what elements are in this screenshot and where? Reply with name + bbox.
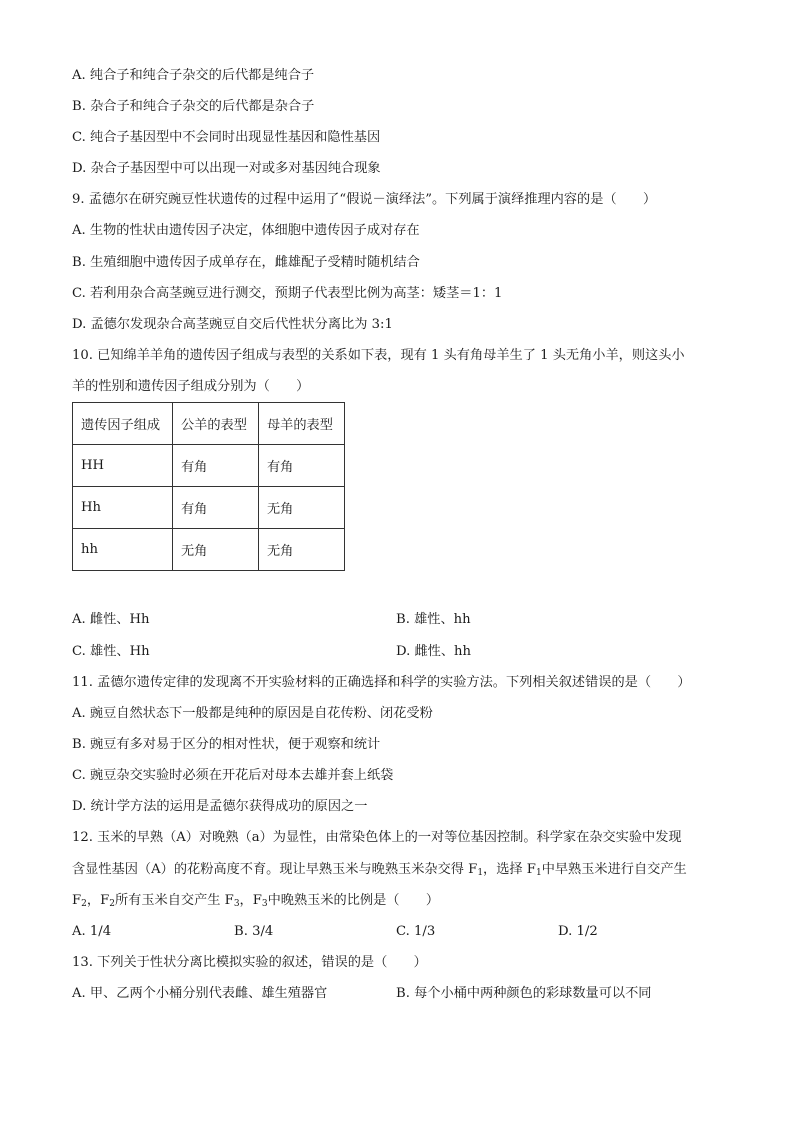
table-cell: 无角 — [173, 529, 259, 571]
q10-option-a: A. 雌性、Hh — [72, 612, 150, 627]
q10-option-c: C. 雄性、Hh — [72, 644, 150, 659]
table-cell: 有角 — [259, 445, 345, 487]
q9-stem: 9. 孟德尔在研究豌豆性状遗传的过程中运用了“假说－演绎法”。下列属于演绎推理内容的是（ ） — [72, 192, 657, 207]
table-header-row — [73, 403, 345, 445]
q12-option-a: A. 1/4 — [72, 924, 112, 939]
q10-stem-line1: 10. 已知绵羊羊角的遗传因子组成与表型的关系如下表，现有 1 头有角母羊生了 1 头无角小羊，则这头小 — [72, 348, 685, 363]
table-cell: HH — [73, 445, 173, 487]
table-cell: 无角 — [259, 487, 345, 529]
q9-option-b: B. 生殖细胞中遗传因子成单存在，雌雄配子受精时随机结合 — [72, 255, 420, 270]
q9-option-a: A. 生物的性状由遗传因子决定，体细胞中遗传因子成对存在 — [72, 223, 420, 238]
q9-option-d: D. 孟德尔发现杂合高茎豌豆自交后代性状分离比为 3:1 — [72, 317, 393, 332]
q13-option-b: B. 每个小桶中两种颜色的彩球数量可以不同 — [396, 986, 652, 1001]
q10-option-b: B. 雄性、hh — [396, 612, 471, 627]
table-cell: Hh — [73, 487, 173, 529]
table-row — [73, 529, 345, 571]
q10-option-d: D. 雌性、hh — [396, 644, 472, 659]
q11-option-d: D. 统计学方法的运用是孟德尔获得成功的原因之一 — [72, 799, 368, 814]
table-cell: hh — [73, 529, 173, 571]
table-cell: 无角 — [259, 529, 345, 571]
table-row — [73, 445, 345, 487]
q8-option-b: B. 杂合子和纯合子杂交的后代都是杂合子 — [72, 99, 315, 114]
q9-option-c: C. 若利用杂合高茎豌豆进行测交，预期子代表型比例为高茎：矮茎＝1：1 — [72, 286, 503, 301]
q10-stem-line2: 羊的性别和遗传因子组成分别为（ ） — [72, 379, 310, 394]
q12-stem-line2: 含显性基因（A）的花粉高度不育。现让早熟玉米与晚熟玉米杂交得 $F_1$，选择 $F_1$中早熟玉米进行自交产生 — [72, 862, 687, 878]
q11-option-b: B. 豌豆有多对易于区分的相对性状，便于观察和统计 — [72, 737, 381, 752]
q8-option-a: A. 纯合子和纯合子杂交的后代都是纯合子 — [72, 68, 315, 83]
table-cell: 有角 — [173, 445, 259, 487]
q11-stem: 11. 孟德尔遗传定律的发现离不开实验材料的正确选择和科学的实验方法。下列相关叙述错误的是（ ） — [72, 675, 691, 690]
q8-option-d: D. 杂合子基因型中可以出现一对或多对基因纯合现象 — [72, 161, 381, 176]
q8-option-c: C. 纯合子基因型中不会同时出现显性基因和隐性基因 — [72, 130, 381, 145]
q11-option-c: C. 豌豆杂交实验时必须在开花后对母本去雄并套上纸袋 — [72, 768, 394, 783]
table-header-cell: 母羊的表型 — [259, 403, 345, 445]
table-header-cell: 遗传因子组成 — [73, 403, 173, 445]
genotype-phenotype-table — [72, 402, 345, 571]
q12-stem-line1: 12. 玉米的早熟（A）对晚熟（a）为显性，由常染色体上的一对等位基因控制。科学家在杂交实验中发现 — [72, 830, 682, 845]
table-cell: 有角 — [173, 487, 259, 529]
q11-option-a: A. 豌豆自然状态下一般都是纯种的原因是自花传粉、闭花受粉 — [72, 706, 433, 721]
q12-option-c: C. 1/3 — [396, 924, 436, 939]
q13-option-a: A. 甲、乙两个小桶分别代表雌、雄生殖器官 — [72, 986, 328, 1001]
q13-stem: 13. 下列关于性状分离比模拟实验的叙述，错误的是（ ） — [72, 955, 427, 970]
q12-option-b: B. 3/4 — [234, 924, 274, 939]
table-header-cell: 公羊的表型 — [173, 403, 259, 445]
table-row — [73, 487, 345, 529]
q12-option-d: D. 1/2 — [558, 924, 598, 939]
q12-stem-line3: $F_2$，$F_2$所有玉米自交产生 $F_3$，$F_3$中晚熟玉米的比例是（ ） — [72, 893, 440, 909]
